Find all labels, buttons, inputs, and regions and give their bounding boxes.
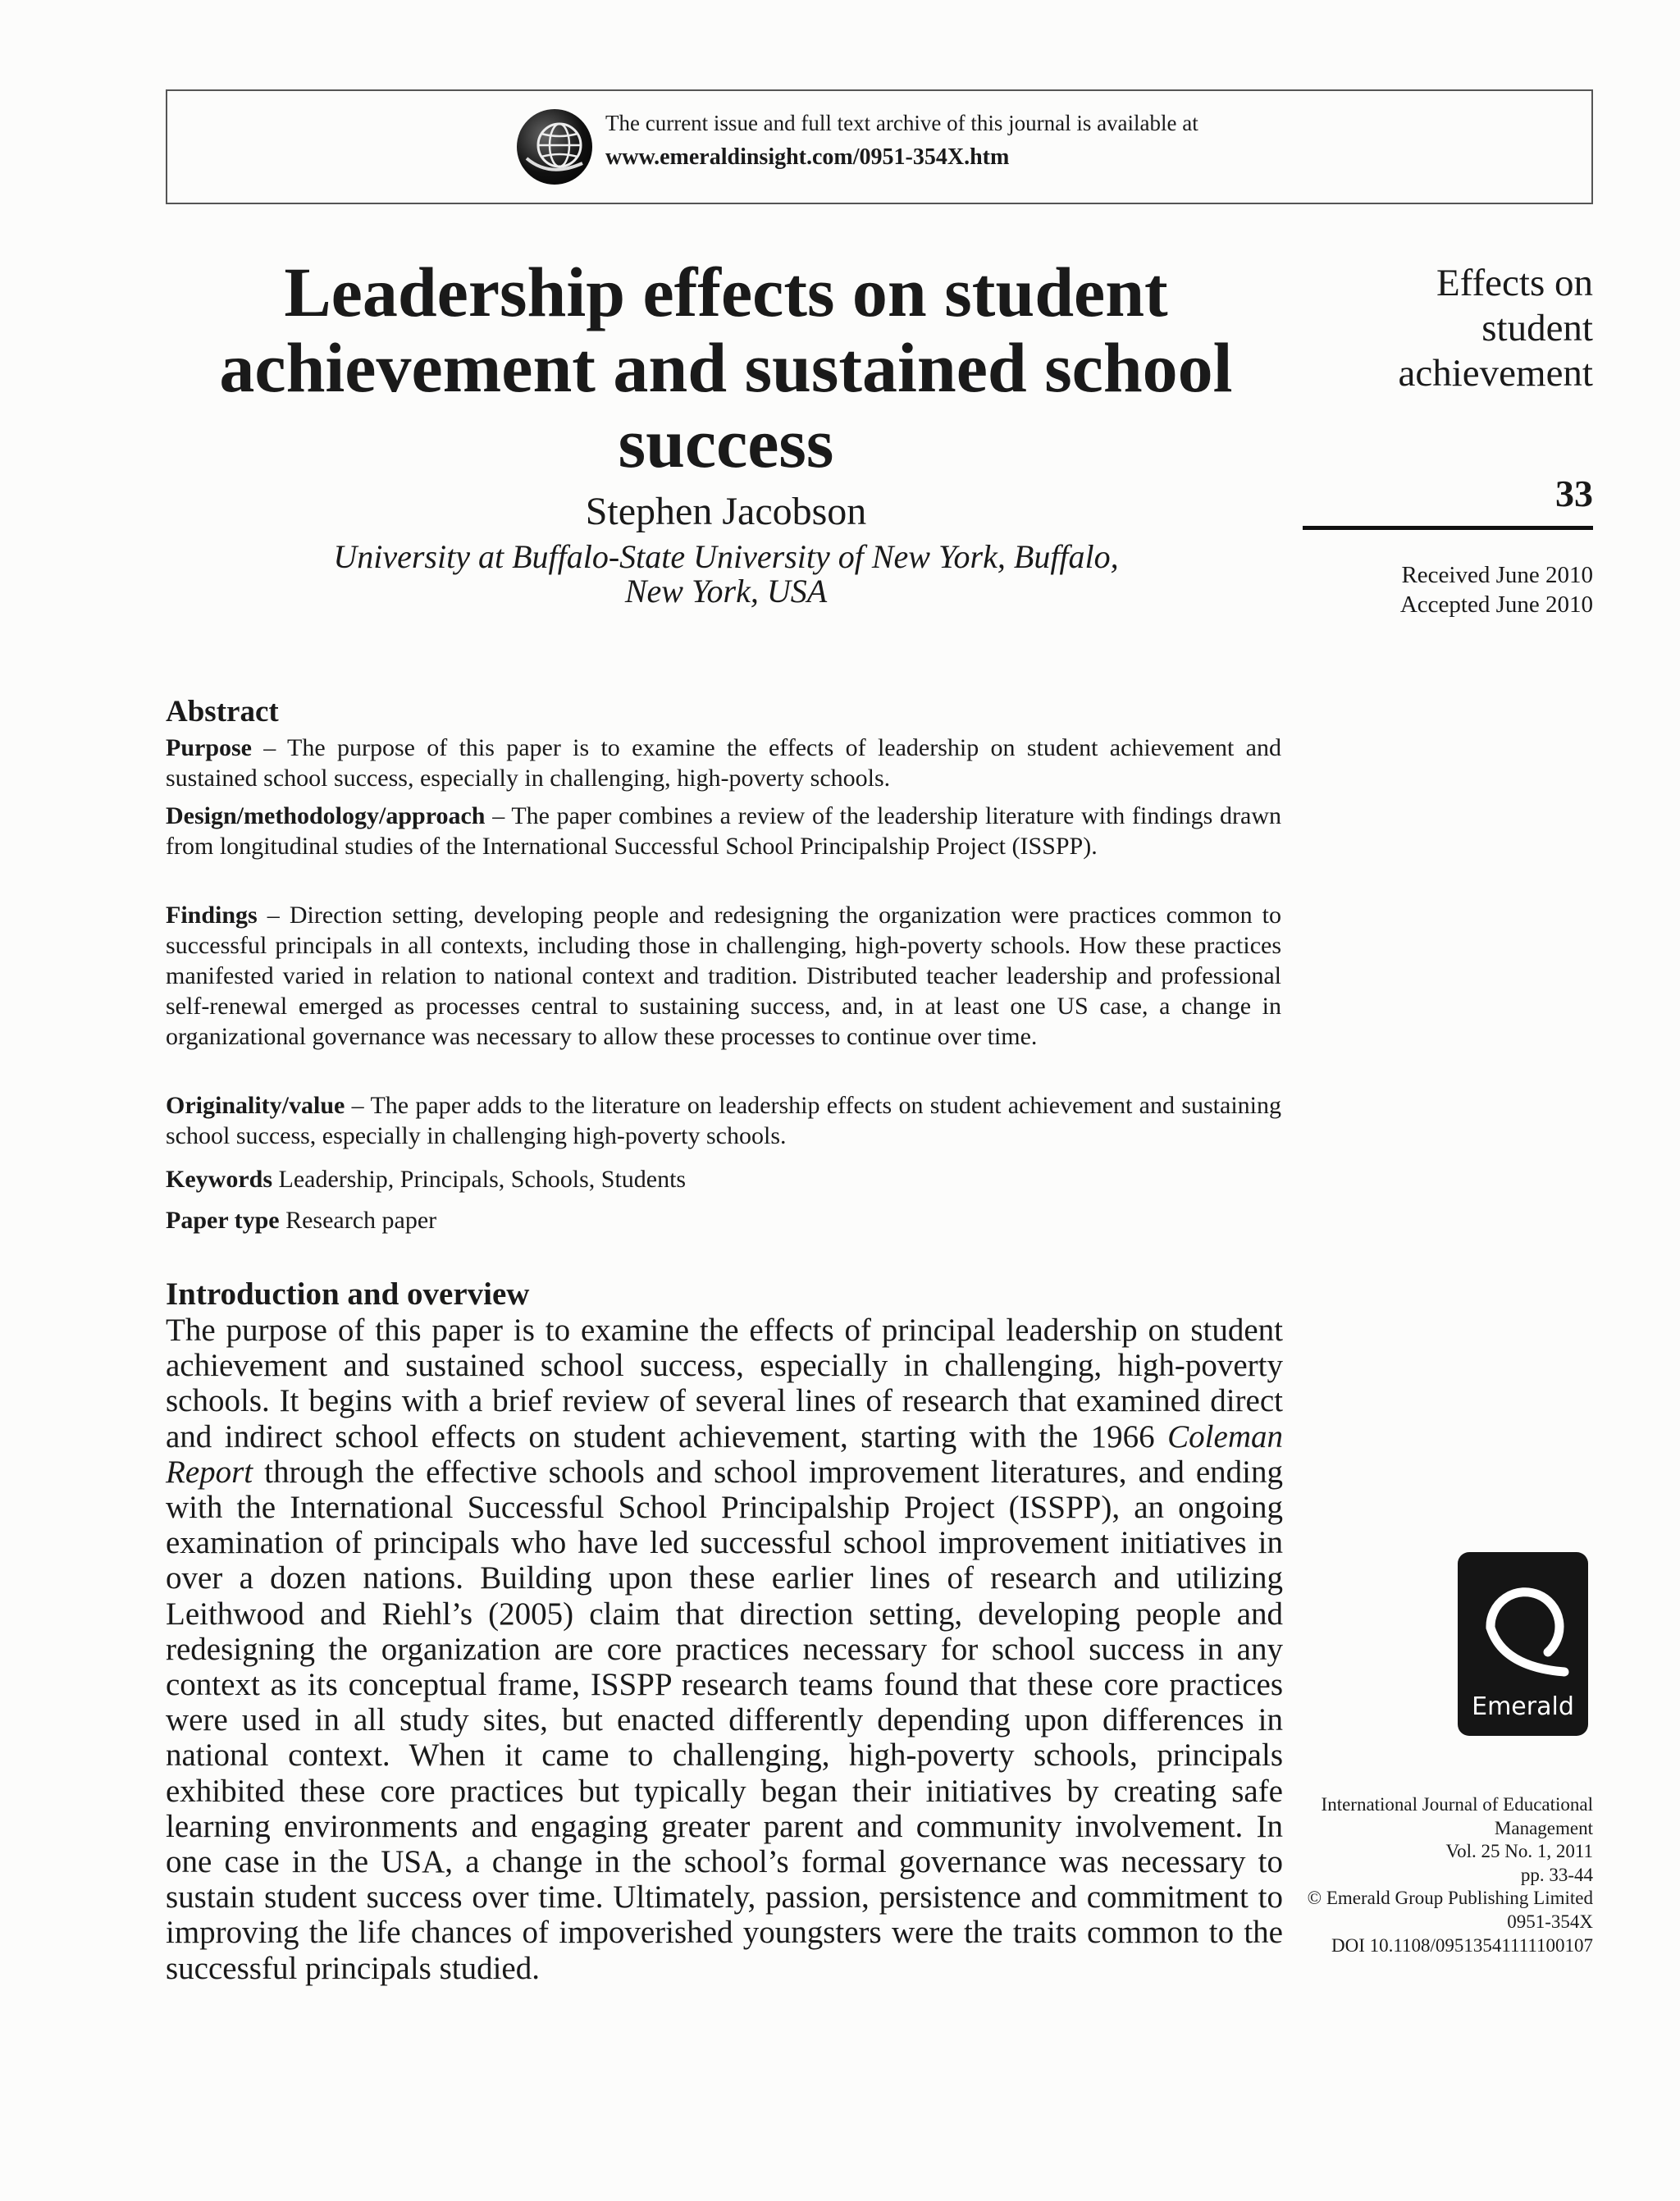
abstract-purpose [166, 733, 1281, 793]
journal-citation-info [1280, 1793, 1593, 1957]
title-line-3: success [618, 404, 834, 482]
article-dates [1312, 560, 1593, 619]
journal-volume: Vol. 25 No. 1, 2011 [1445, 1841, 1593, 1862]
running-head-line-1: Effects on [1436, 262, 1593, 304]
running-head [1304, 261, 1593, 396]
journal-name-line-1: International Journal of Educational [1321, 1794, 1593, 1815]
abstract-paper-type [166, 1205, 1281, 1235]
design-label: Design/methodology/approach [166, 802, 486, 829]
findings-text: – Direction setting, developing people and redesigning the organization were practices common to successful principals in all contexts, including those in challenging, high-poverty schools. How these practices manifested varied in relation to national context and tradition. Distributed teacher leadership and professional self-renewal emerged as processes central to sustaining success, and, in at least one US case, a change in organizational governance was necessary to allow these processes to continue over time. [166, 902, 1281, 1050]
affiliation-line-1: University at Buffalo-State University of New York, Buffalo, [333, 538, 1119, 575]
author-affiliation [156, 540, 1296, 609]
abstract-heading: Abstract [166, 695, 279, 728]
journal-issn: 0951-354X [1507, 1911, 1593, 1932]
page-number: 33 [1555, 473, 1593, 514]
journal-url-link[interactable]: www.emeraldinsight.com/0951-354X.htm [605, 144, 1010, 170]
keywords-text: Leadership, Principals, Schools, Students [272, 1166, 687, 1193]
introduction-paragraph [166, 1313, 1283, 1986]
coleman-report-citation: Coleman Report [166, 1418, 1283, 1490]
paper-type-text: Research paper [279, 1207, 437, 1234]
title-line-1: Leadership effects on student [284, 253, 1168, 331]
running-head-line-2: student [1481, 307, 1593, 349]
article-title [156, 254, 1296, 481]
archive-notice: The current issue and full text archive of this journal is available at [605, 111, 1198, 135]
abstract-keywords [166, 1164, 1281, 1194]
originality-label: Originality/value [166, 1092, 345, 1119]
keywords-label: Keywords [166, 1166, 272, 1193]
originality-text: – The paper adds to the literature on leadership effects on student achievement and sustaining school success, especially in challenging high-poverty schools. [166, 1092, 1281, 1149]
title-line-2: achievement and sustained school [219, 328, 1233, 407]
author-name: Stephen Jacobson [585, 490, 867, 533]
journal-doi: DOI 10.1108/09513541111100107 [1331, 1934, 1593, 1956]
journal-pages: pp. 33-44 [1520, 1864, 1593, 1885]
abstract-originality [166, 1090, 1281, 1151]
emerald-logo-icon [1458, 1552, 1588, 1736]
introduction-heading: Introduction and overview [166, 1276, 530, 1312]
design-text: – The paper combines a review of the leadership literature with findings drawn from longitudinal studies of the International Successful School Principalship Project (ISSPP). [166, 802, 1281, 860]
globe-icon [517, 109, 592, 185]
accepted-date: Accepted June 2010 [1399, 591, 1593, 618]
purpose-text: – The purpose of this paper is to examine the effects of leadership on student achievement and sustained school success, especially in challenging, high-poverty schools. [166, 734, 1281, 792]
abstract-findings [166, 900, 1281, 1052]
paper-type-label: Paper type [166, 1207, 280, 1234]
margin-rule [1303, 526, 1593, 530]
emerald-logo-text: Emerald [1472, 1692, 1574, 1721]
journal-copyright: © Emerald Group Publishing Limited [1307, 1888, 1593, 1909]
intro-text-part-1: The purpose of this paper is to examine the effects of principal leadership on student achievement and sustained school success, especially in challenging, high-poverty schools. It begins with a brief review of several lines of research that examined direct and indirect school effects on student achievement, starting with the 1966 [166, 1313, 1283, 1454]
abstract-design [166, 801, 1281, 861]
affiliation-line-2: New York, USA [624, 573, 828, 610]
intro-text-part-2: through the effective schools and school improvement literatures, and ending with the International Successful School Principalship Project (ISSPP), an ongoing examination of principals who have led successful school improvement initiatives in over a dozen nations. Building upon these earlier lines of research and utilizing Leithwood and Riehl’s (2005) claim that direction setting, developing people and redesigning the organization are core practices necessary for school success in any context as its conceptual frame, ISSPP research teams found that these core practices were used in all study sites, but enacted differently depending upon differences in national context. When it came to challenging, high-poverty schools, principals exhibited these core practices but typically began their initiatives by creating safe learning environments and engaging greater parent and community involvement. In one case in the USA, a change in the school’s formal governance was necessary to sustain student success over time. Ultimately, passion, persistence and commitment to improving the life chances of impoverished youngsters were the traits common to the successful principals studied. [166, 1454, 1283, 1986]
received-date: Received June 2010 [1401, 562, 1593, 588]
journal-name-line-2: Management [1494, 1817, 1593, 1838]
purpose-label: Purpose [166, 734, 252, 761]
running-head-line-3: achievement [1398, 352, 1593, 395]
findings-label: Findings [166, 902, 258, 929]
